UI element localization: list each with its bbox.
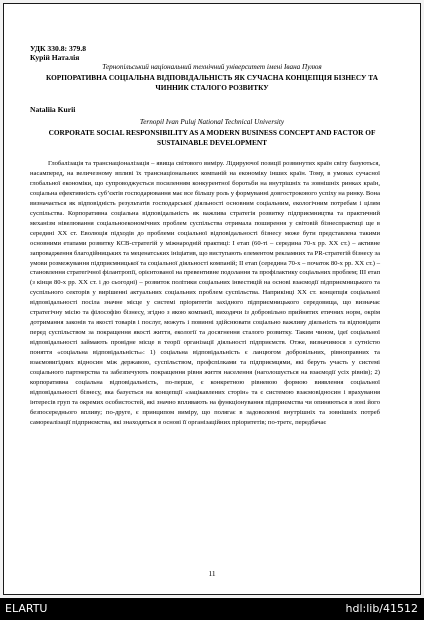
author-name-ua: Курій Наталія (30, 53, 80, 62)
footer-bar (0, 598, 424, 620)
author-name-en: Nataliia Kurii (30, 105, 76, 114)
affiliation-en: Ternopil Ivan Puluj National Technical University (139, 118, 285, 126)
udc-code: УДК 330.8: 379.8 (30, 44, 87, 53)
affiliation-ua: Тернопільський національний технічний університет імені Івана Пулюя (102, 63, 322, 71)
repository-name: ELARTU (5, 602, 48, 615)
article-title-en: CORPORATE SOCIAL RESPONSIBILITY AS A MODERN BUSINESS CONCEPT AND FACTOR OF SUSTAINABLE DEVELOPMENT (48, 128, 376, 147)
page-number: 11 (208, 569, 216, 578)
handle-identifier: hdl:lib/41512 (345, 602, 418, 615)
article-title-ua: КОРПОРАТИВНА СОЦІАЛЬНА ВІДПОВІДАЛЬНІСТЬ ЯК СУЧАСНА КОНЦЕПЦІЯ БІЗНЕСУ ТА ЧИННИК СТАЛОГО РОЗВИТКУ (45, 73, 378, 92)
body-paragraph: Глобалізація та транснаціоналізація – явища світового виміру. Лідируючої позиції розвинутих країн світу базуються, насамперед, на величезному впливі їх транснаціональних компаній на економіку інших країн. Тому, в умовах сучасної глобальної економіки, що супроводжується посиленням конкурентної боротьби на внутрішніх та зовнішніх ринках країн, соціальна ефективність суб’єктів господарювання має все більшу роль у формуванні довгострокового успіху на ринку. Вона визначається як відповідність результатів господарської діяльності основним соціальним, екологічним потребам і цілям суспільства. Корпоративна соціальна відповідальність як важлива стратегія розвитку підприємництва та практичний механізм нівелювання соціальноекономічних проблем суспільства отримала поширення у світовій бізнеспрактиці ще в середині XX ст. Еволюція підходів до проблеми соціальної відповідальності бізнесу може бути представлена такими основними етапами розвитку КСВ-стратегій у міжнародній практиці: I етап (60-ті – середина 70-х рр. XX ст.) – активне запровадження благодійницьких та меценатських ініціатив, що виступають елементом рекламних та PR-стратегій бізнесу за умови розмежування підприємницької та соціальної діяльності компаній; II етап (середина 70-х – початок 80-х рр. XX ст.) – становлення стратегічної філантропії, орієнтованої на превентивне подолання та профілактику соціальних проблем; III етап (з кінця 80-х рр. XX ст. і до сьогодні) – розвиток політики соціальних інвестицій на основі взаємодії підприємницького та суспільного секторів у вирішенні актуальних соціальних проблем суспільства. Наприкінці XX ст. концепція соціальної відповідальності посіла значне місце у системі пріоритетів західного підприємницького середовища, що визначає стратегічну місію та філософію бізнесу, згідно з якою компанії, виходячи із добровільно прийнятих етичних норм, окрім дотримання законів та якості товарів і послуг, можуть і повинні здійснювати соціально важливу діяльність та відповідати перед суспільством за покращення якості життя, екології та досягнення сталого розвитку. Таким чином, ідеї соціальної відповідальності займають провідне місце в теорії організації діяльності підприємств. Отже, визначимося з сутністю поняття «соціальна відповідальність»: 1) соціальна відповідальність є ланцюгом добровільних, рівноправних та взаємовигідних відносин між державою, суспільством, профспілками та підприємцями, які беруть участь у системі соціального партнерства та забезпечують покращення рівня життя населення (наголошується на взаємодії усіх рівнів); 2) корпоративна соціальна відповідальність, по-перше, є конкретною рівневою формою виявлення соціальної відповідальності бізнесу, яка базується на концепції «зацікавлених сторін» та є системою взаємовідносин і врахування інтересів груп та окремих особистостей, які значно впливають на функціонування підприємства чи опиняються в зоні його безпосереднього впливу; по-друге, є принципом виміру, що полягає в задоволенні внутрішніх та зовнішніх потреб самореалізації підприємства, які знаходяться в основі її організаційних пріоритетів; по-третє, передбачає (30, 160, 381, 426)
document-page (3, 3, 421, 595)
body-text-block (30, 159, 380, 428)
